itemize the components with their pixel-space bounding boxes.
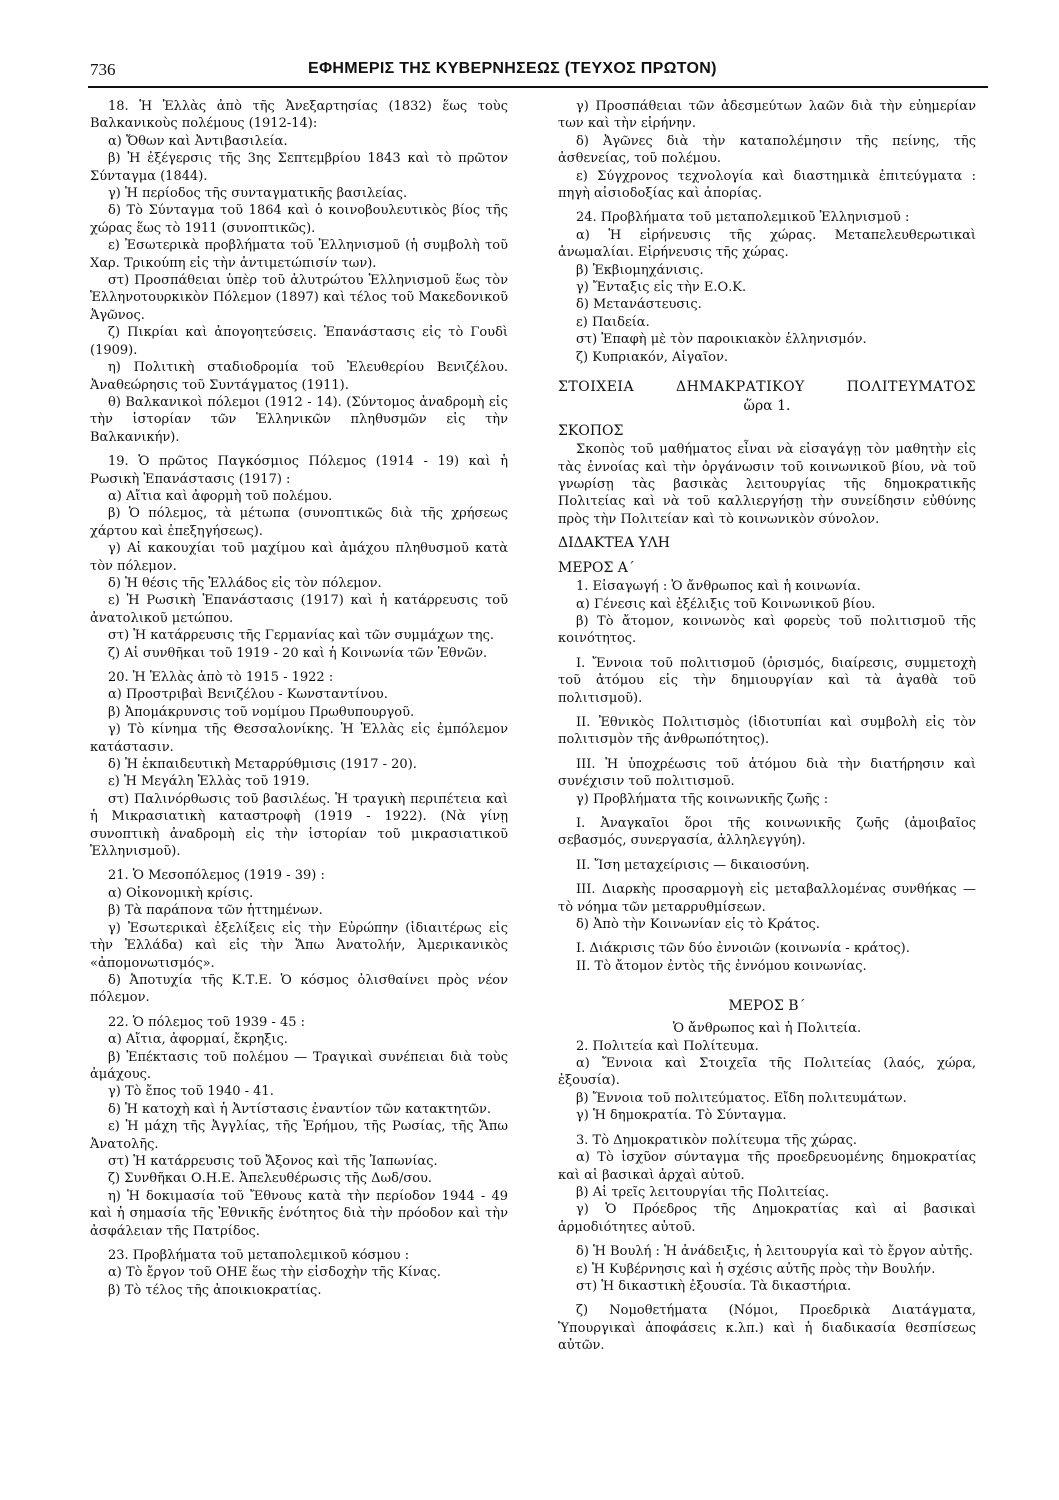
section-heading: 21. Ὁ Μεσοπόλεμος (1919 - 39) : (108, 868, 325, 884)
list-item: στ) Ἡ κατάρρευσις τοῦ Ἄξονος καὶ τῆς Ἰαπωνίας. (108, 1153, 438, 1169)
list-item: ε) Ἐσωτερικὰ προβλήματα τοῦ Ἑλληνισμοῦ (ἡ συμβολὴ τοῦ Χαρ. Τρικούπη εἰς τὴν ἀντιμετώπισίν των). (90, 238, 508, 271)
list-item: α) Προστριβαὶ Βενιζέλου - Κωνσταντίνου. (108, 687, 388, 703)
list-item: β) Ἡ ἐξέγερσις τῆς 3ης Σεπτεμβρίου 1843 καὶ τὸ πρῶτον Σύνταγμα (1844). (90, 151, 508, 184)
part-b-subtitle: Ὁ ἄνθρωπος καὶ ἡ Πολιτεία. (672, 1021, 862, 1037)
syllabus-heading: ΔΙΔΑΚΤΕΑ ΥΛΗ (558, 535, 670, 552)
section-heading: 22. Ὁ πόλεμος τοῦ 1939 - 45 : (108, 1014, 305, 1030)
list-item: γ) Ἡ δημοκρατία. Τὸ Σύνταγμα. (576, 1108, 787, 1124)
list-item: 2. Πολιτεία καὶ Πολίτευμα. (576, 1038, 759, 1054)
list-item: στ) Παλινόρθωσις τοῦ βασιλέως. Ἡ τραγικὴ περιπέτεια καὶ ἡ Μικρασιατικὴ καταστροφὴ (1919 - 1922). (Νὰ γίνῃ συνοπτικὴ ἀναδρομὴ εἰς τὴν ἱστορίαν τοῦ μικρασιατικοῦ Ἑλληνισμοῦ). (90, 791, 508, 860)
list-item: ΙΙΙ. Διαρκὴς προσαρμογὴ εἰς μεταβαλλομένας συνθήκας — τὸ νόημα τῶν μεταρρυθμίσεων. (558, 882, 976, 915)
list-item: δ) Ἡ Βουλή : Ἡ ἀνάδειξις, ἡ λειτουργία καὶ τὸ ἔργον αὐτῆς. (576, 1244, 973, 1260)
header-rule (88, 86, 988, 88)
list-item: ΙΙ. Ἴση μεταχείρισις — δικαιοσύνη. (576, 857, 810, 873)
list-item: γ) Τὸ ἔπος τοῦ 1940 - 41. (108, 1084, 274, 1100)
list-item: στ) Ἐπαφὴ μὲ τὸν παροικιακὸν ἑλληνισμόν. (576, 332, 867, 348)
list-item: θ) Βαλκανικοὶ πόλεμοι (1912 - 14). (Σύντομος ἀναδρομὴ εἰς τὴν ἱστορίαν τῶν Ἑλληνικῶν πληθυσμῶν εἰς τὴν Βαλκανικήν). (90, 394, 508, 445)
list-item: ζ) Συνθῆκαι Ο.Η.Ε. Ἀπελευθέρωσις τῆς Δωδ/σου. (108, 1171, 433, 1187)
list-item: ΙΙΙ. Ἡ ὑποχρέωσις τοῦ ἀτόμου διὰ τὴν διατήρησιν καὶ συνέχισιν τοῦ πολιτισμοῦ. (558, 756, 976, 790)
left-column (90, 98, 508, 1299)
list-item: η) Ἡ δοκιμασία τοῦ Ἔθνους κατὰ τὴν περίοδον 1944 - 49 καὶ ἡ σημασία τῆς Ἐθνικῆς ἑνότητος διὰ τὴν πρόοδον καὶ τὴν ἀσφάλειαν τῆς Πατρίδος. (90, 1188, 508, 1239)
list-item: β) Τὰ παράπονα τῶν ἡττημένων. (108, 903, 323, 919)
list-item: ε) Ἡ Κυβέρνησις καὶ ἡ σχέσις αὐτῆς πρὸς τὴν Βουλήν. (576, 1261, 936, 1277)
list-item: γ) Ἐσωτερικαὶ ἐξελίξεις εἰς τὴν Εὐρώπην (ἰδιαιτέρως εἰς τὴν Ἑλλάδα) καὶ εἰς τὴν Ἄπω Ἀνατολήν, Ἀμερικανικὸς «ἀπομονωτισμός». (90, 920, 508, 971)
list-item: στ) Ἡ κατάρρευσις τῆς Γερμανίας καὶ τῶν συμμάχων της. (108, 628, 495, 644)
list-item: ζ) Κυπριακόν, Αἰγαῖον. (576, 349, 729, 365)
part-a-heading: ΜΕΡΟΣ Α΄ (558, 560, 635, 577)
list-item: στ) Προσπάθειαι ὑπὲρ τοῦ ἀλυτρώτου Ἑλληνισμοῦ ἕως τὸν Ἑλληνοτουρκικὸν Πόλεμον (1897) καὶ τέλος τοῦ Μακεδονικοῦ Ἀγῶνος. (90, 273, 508, 323)
section-heading: 23. Προβλήματα τοῦ μεταπολεμικοῦ κόσμου : (108, 1248, 410, 1263)
list-item: γ) Τὸ κίνημα τῆς Θεσσαλονίκης. Ἡ Ἑλλὰς εἰς ἐμπόλεμον κατάστασιν. (90, 722, 508, 755)
list-item: α) Τὸ ἔργον τοῦ ΟΗΕ ἕως τὴν εἰσδοχὴν τῆς Κίνας. (108, 1265, 441, 1281)
list-item: γ) Ἡ περίοδος τῆς συνταγματικῆς βασιλείας. (108, 186, 408, 202)
list-item: Ι. Διάκρισις τῶν δύο ἐννοιῶν (κοινωνία - κράτος). (576, 941, 910, 957)
list-item: η) Πολιτικὴ σταδιοδρομία τοῦ Ἐλευθερίου Βενιζέλου. Ἀναθεώρησις τοῦ Συντάγματος (1911). (90, 360, 508, 393)
list-item: δ) Τὸ Σύνταγμα τοῦ 1864 καὶ ὁ κοινοβουλευτικὸς βίος τῆς χώρας ἕως τὸ 1911 (συνοπτικῶς). (90, 203, 508, 236)
list-item: α) Ὄθων καὶ Ἀντιβασιλεία. (108, 133, 288, 149)
list-item: ε) Ἡ Μεγάλη Ἑλλὰς τοῦ 1919. (108, 774, 310, 790)
list-item: ε) Ἡ Ρωσικὴ Ἐπανάστασις (1917) καὶ ἡ κατάρρευσις τοῦ ἀνατολικοῦ μετώπου. (90, 593, 508, 626)
section-heading: 19. Ὁ πρῶτος Παγκόσμιος Πόλεμος (1914 - 19) καὶ ἡ Ρωσικὴ Ἐπανάστασις (1917) : (90, 454, 508, 487)
list-item: ζ) Νομοθετήματα (Νόμοι, Προεδρικὰ Διατάγματα, Ὑπουργικαὶ ἀποφάσεις κ.λπ.) καὶ ἡ διαδικασία θεσπίσεως αὐτῶν. (558, 1303, 976, 1354)
subject-title: ΣΤΟΙΧΕΙΑ ΔΗΜΑΚΡΑΤΙΚΟΥ ΠΟΛΙΤΕΥΜΑΤΟΣ (558, 379, 976, 396)
section-heading: 20. Ἡ Ἑλλὰς ἀπὸ τὸ 1915 - 1922 : (108, 670, 334, 685)
list-item: δ) Ἀπὸ τὴν Κοινωνίαν εἰς τὸ Κράτος. (576, 917, 820, 933)
list-item: στ) Ἡ δικαστικὴ ἐξουσία. Τὰ δικαστήρια. (576, 1278, 852, 1294)
page-number: 736 (90, 60, 116, 79)
list-item: α) Γένεσις καὶ ἐξέλιξις τοῦ Κοινωνικοῦ βίου. (576, 596, 876, 612)
list-item: α) Οἰκονομικὴ κρίσις. (108, 885, 254, 901)
list-item: γ) Ὁ Πρόεδρος τῆς Δημοκρατίας καὶ αἱ βασικαὶ ἁρμοδιότητες αὐτοῦ. (558, 1202, 976, 1235)
list-item: ζ) Αἱ συνθῆκαι τοῦ 1919 - 20 καὶ ἡ Κοινωνία τῶν Ἐθνῶν. (108, 645, 488, 661)
list-item: γ) Αἱ κακουχίαι τοῦ μαχίμου καὶ ἀμάχου πληθυσμοῦ κατὰ τὸν πόλεμον. (90, 541, 508, 574)
list-item: δ) Μετανάστευσις. (576, 297, 702, 313)
list-item: β) Τὸ τέλος τῆς ἀποικιοκρατίας. (108, 1282, 322, 1298)
right-column (558, 98, 976, 1355)
list-item: δ) Ἡ κατοχὴ καὶ ἡ Ἀντίστασις ἐναντίον τῶν κατακτητῶν. (108, 1101, 491, 1117)
list-item: γ) Ἔνταξις εἰς τὴν Ε.Ο.Κ. (576, 280, 747, 296)
section-heading: 24. Προβλήματα τοῦ μεταπολεμικοῦ Ἑλληνισμοῦ : (576, 210, 910, 226)
list-item: ΙΙ. Ἐθνικὸς Πολιτισμὸς (ἰδιοτυπίαι καὶ συμβολὴ εἰς τὸν πολιτισμὸν τῆς ἀνθρωπότητος). (558, 714, 976, 748)
hours-note: ὥρα 1. (743, 398, 791, 415)
list-item: β) Ὁ πόλεμος, τὰ μέτωπα (συνοπτικῶς διὰ τῆς χρήσεως χάρτου καὶ ἐπεξηγήσεως). (90, 506, 508, 539)
list-item: ε) Παιδεία. (576, 314, 650, 330)
aim-heading: ΣΚΟΠΟΣ (558, 423, 624, 440)
list-item: α) Αἴτια καὶ ἀφορμὴ τοῦ πολέμου. (108, 488, 333, 504)
list-item: Ι. Ἔννοια τοῦ πολιτισμοῦ (ὁρισμός, διαίρεσις, συμμετοχὴ τοῦ ἀτόμου εἰς τὴν δημιουργίαν καὶ τὰ ἀγαθὰ τοῦ πολιτισμοῦ). (558, 655, 976, 706)
aim-text: Σκοπὸς τοῦ μαθήματος εἶναι νὰ εἰσαγάγῃ τὸν μαθητὴν εἰς τὰς ἐννοίας καὶ τὴν ὀργάνωσιν τοῦ κοινωνικοῦ βίου, νὰ τοῦ γνωρίσῃ τὰς βασικὰς λειτουργίας τῆς δημοκρατικῆς Πολιτείας καὶ νὰ τοῦ καλλιεργήσῃ τὴν συνείδησιν εὐθύνης πρὸς τὴν Πολιτείαν καὶ τὸ κοινωνικὸν σύνολον. (558, 442, 976, 527)
list-item: Ι. Ἀναγκαῖοι ὅροι τῆς κοινωνικῆς ζωῆς (ἀμοιβαῖος σεβασμός, συνεργασία, ἀλληλεγγύη). (558, 816, 976, 849)
list-item: γ) Προσπάθειαι τῶν ἀδεσμεύτων λαῶν διὰ τὴν εὐημερίαν των καὶ τὴν εἰρήνην. (558, 99, 976, 132)
list-item: β) Ἔννοια τοῦ πολιτεύματος. Εἴδη πολιτευμάτων. (576, 1090, 907, 1106)
list-item: δ) Ἀγῶνες διὰ τὴν καταπολέμησιν τῆς πείνης, τῆς ἀσθενείας, τοῦ πολέμου. (558, 133, 976, 167)
list-item: ζ) Πικρίαι καὶ ἀπογοητεύσεις. Ἐπανάστασις εἰς τὸ Γουδὶ (1909). (90, 325, 508, 358)
list-item: ΙΙ. Τὸ ἄτομον ἐντὸς τῆς ἐννόμου κοινωνίας. (576, 958, 867, 974)
list-item: δ) Ἀποτυχία τῆς Κ.Τ.Ε. Ὁ κόσμος ὀλισθαίνει πρὸς νέον πόλεμον. (90, 972, 508, 1006)
list-item: α) Ἡ εἰρήνευσις τῆς χώρας. Μεταπελευθερωτικαὶ ἀνωμαλίαι. Εἰρήνευσις τῆς χώρας. (558, 227, 976, 261)
section-heading: 18. Ἡ Ἑλλὰς ἀπὸ τῆς Ἀνεξαρτησίας (1832) ἕως τοὺς Βαλκανικοὺς πολέμους (1912-14): (90, 99, 508, 132)
list-item: γ) Προβλήματα τῆς κοινωνικῆς ζωῆς : (576, 791, 829, 807)
list-item: α) Τὸ ἰσχῦον σύνταγμα τῆς προεδρευομένης δημοκρατίας καὶ αἱ βασικαὶ ἀρχαὶ αὐτοῦ. (558, 1150, 976, 1183)
list-item: ε) Σύγχρονος τεχνολογία καὶ διαστημικὰ ἐπιτεύγματα : πηγὴ αἰσιοδοξίας καὶ ἀπορίας. (558, 168, 976, 202)
list-item: 3. Τὸ Δημοκρατικὸν πολίτευμα τῆς χώρας. (576, 1132, 858, 1148)
journal-title: ΕΦΗΜΕΡΙΣ ΤΗΣ ΚΥΒΕΡΝΗΣΕΩΣ (ΤΕΥΧΟΣ ΠΡΩΤΟΝ) (308, 60, 717, 77)
list-item: α) Αἴτια, ἀφορμαί, ἔκρηξις. (108, 1032, 288, 1048)
list-item: β) Ἐπέκτασις τοῦ πολέμου — Τραγικαὶ συνέπειαι διὰ τοὺς ἀμάχους. (90, 1049, 508, 1082)
list-item: δ) Ἡ θέσις τῆς Ἑλλάδος εἰς τὸν πόλεμον. (108, 575, 382, 591)
list-item: α) Ἔννοια καὶ Στοιχεῖα τῆς Πολιτείας (λαός, χώρα, ἐξουσία). (558, 1056, 976, 1089)
list-item: 1. Εἰσαγωγή : Ὁ ἄνθρωπος καὶ ἡ κοινωνία. (576, 579, 861, 595)
part-b-heading: ΜΕΡΟΣ Β΄ (728, 998, 806, 1015)
page-header (88, 56, 988, 86)
list-item: β) Ἐκβιομηχάνισις. (576, 262, 704, 278)
list-item: δ) Ἡ ἐκπαιδευτικὴ Μεταρρύθμισις (1917 - 20). (108, 757, 417, 773)
list-item: ε) Ἡ μάχη τῆς Ἀγγλίας, τῆς Ἐρήμου, τῆς Ρωσίας, τῆς Ἄπω Ἀνατολῆς. (90, 1119, 508, 1152)
list-item: β) Τὸ ἄτομον, κοινωνὸς καὶ φορεὺς τοῦ πολιτισμοῦ τῆς κοινότητος. (558, 613, 976, 647)
list-item: β) Ἀπομάκρυνσις τοῦ νομίμου Πρωθυπουργοῦ. (108, 704, 415, 720)
list-item: β) Αἱ τρεῖς λειτουργίαι τῆς Πολιτείας. (576, 1184, 830, 1200)
